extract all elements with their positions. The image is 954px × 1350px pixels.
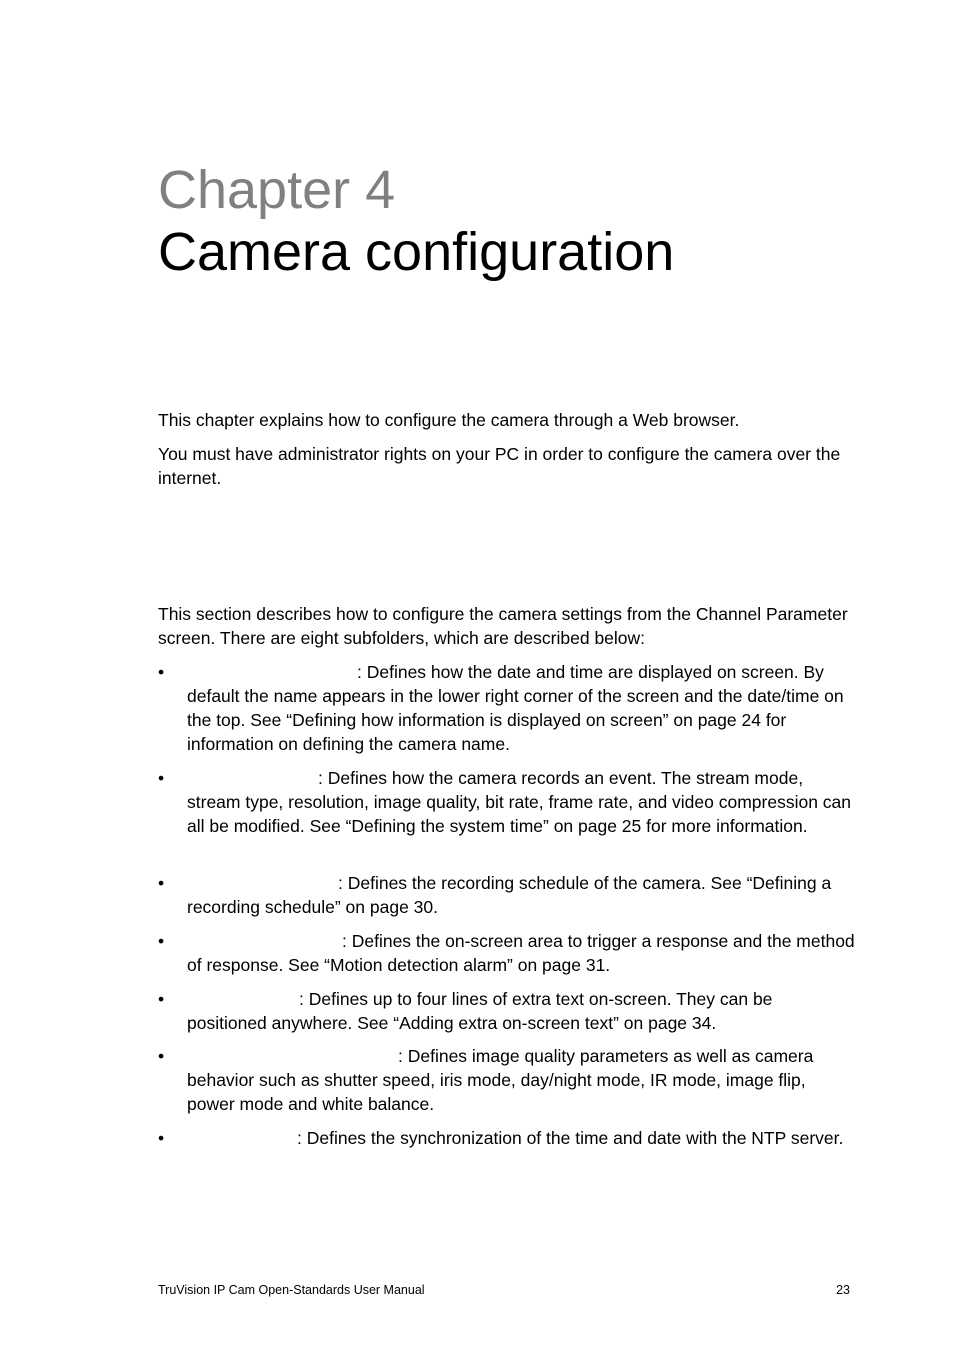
- bullet-marker: •: [158, 931, 165, 951]
- list-item: [158, 987, 858, 1035]
- list-item: [158, 871, 858, 919]
- bullet-marker: •: [158, 873, 165, 893]
- footer-page-number: 23: [836, 1283, 850, 1297]
- bullet-marker: •: [158, 768, 165, 788]
- section-intro-paragraph: This section describes how to configure the camera settings from the Channel Parameter screen. There are eight subfolders, which are described below:: [158, 604, 848, 648]
- chapter-title: Camera configuration: [158, 222, 675, 282]
- bullet-marker: •: [158, 1046, 165, 1066]
- intro-paragraph-1: This chapter explains how to configure the camera through a Web browser.: [158, 410, 740, 430]
- list-item-text: : Defines up to four lines of extra text on-screen. They can be positioned anywhere. See “Adding extra on-screen text” on page 34.: [187, 989, 773, 1033]
- list-item-text: : Defines the recording schedule of the camera. See “Defining a recording schedule” on page 30.: [187, 873, 832, 917]
- list-item-text: : Defines how the camera records an event. The stream mode, stream type, resolution, image quality, bit rate, frame rate, and video compression can all be modified. See “Defining the system time” on page 25 for more information.: [187, 768, 852, 836]
- footer-manual-title: TruVision IP Cam Open-Standards User Manual: [158, 1283, 425, 1297]
- list-item-text: : Defines the on-screen area to trigger a response and the method of response. See “Motion detection alarm” on page 31.: [187, 931, 855, 975]
- list-item-text: : Defines the synchronization of the time and date with the NTP server.: [297, 1128, 844, 1148]
- intro-paragraph-2: You must have administrator rights on your PC in order to configure the camera over the internet.: [158, 444, 841, 488]
- bullet-marker: •: [158, 662, 165, 682]
- list-item: [158, 1126, 858, 1174]
- list-item: [158, 660, 858, 756]
- list-item: [158, 1044, 858, 1116]
- bullet-marker: •: [158, 1128, 165, 1148]
- bullet-marker: •: [158, 989, 165, 1009]
- chapter-label: Chapter 4: [158, 160, 396, 220]
- list-item-text: : Defines how the date and time are displayed on screen. By default the name appears in the lower right corner of the screen and the date/time on the top. See “Defining how information is displayed on screen” on page 24 for information on defining the camera name.: [187, 662, 844, 754]
- list-item: [158, 929, 858, 977]
- list-item-text: : Defines image quality parameters as well as camera behavior such as shutter speed, iris mode, day/night mode, IR mode, image flip, power mode and white balance.: [187, 1046, 814, 1114]
- list-item: [158, 766, 858, 862]
